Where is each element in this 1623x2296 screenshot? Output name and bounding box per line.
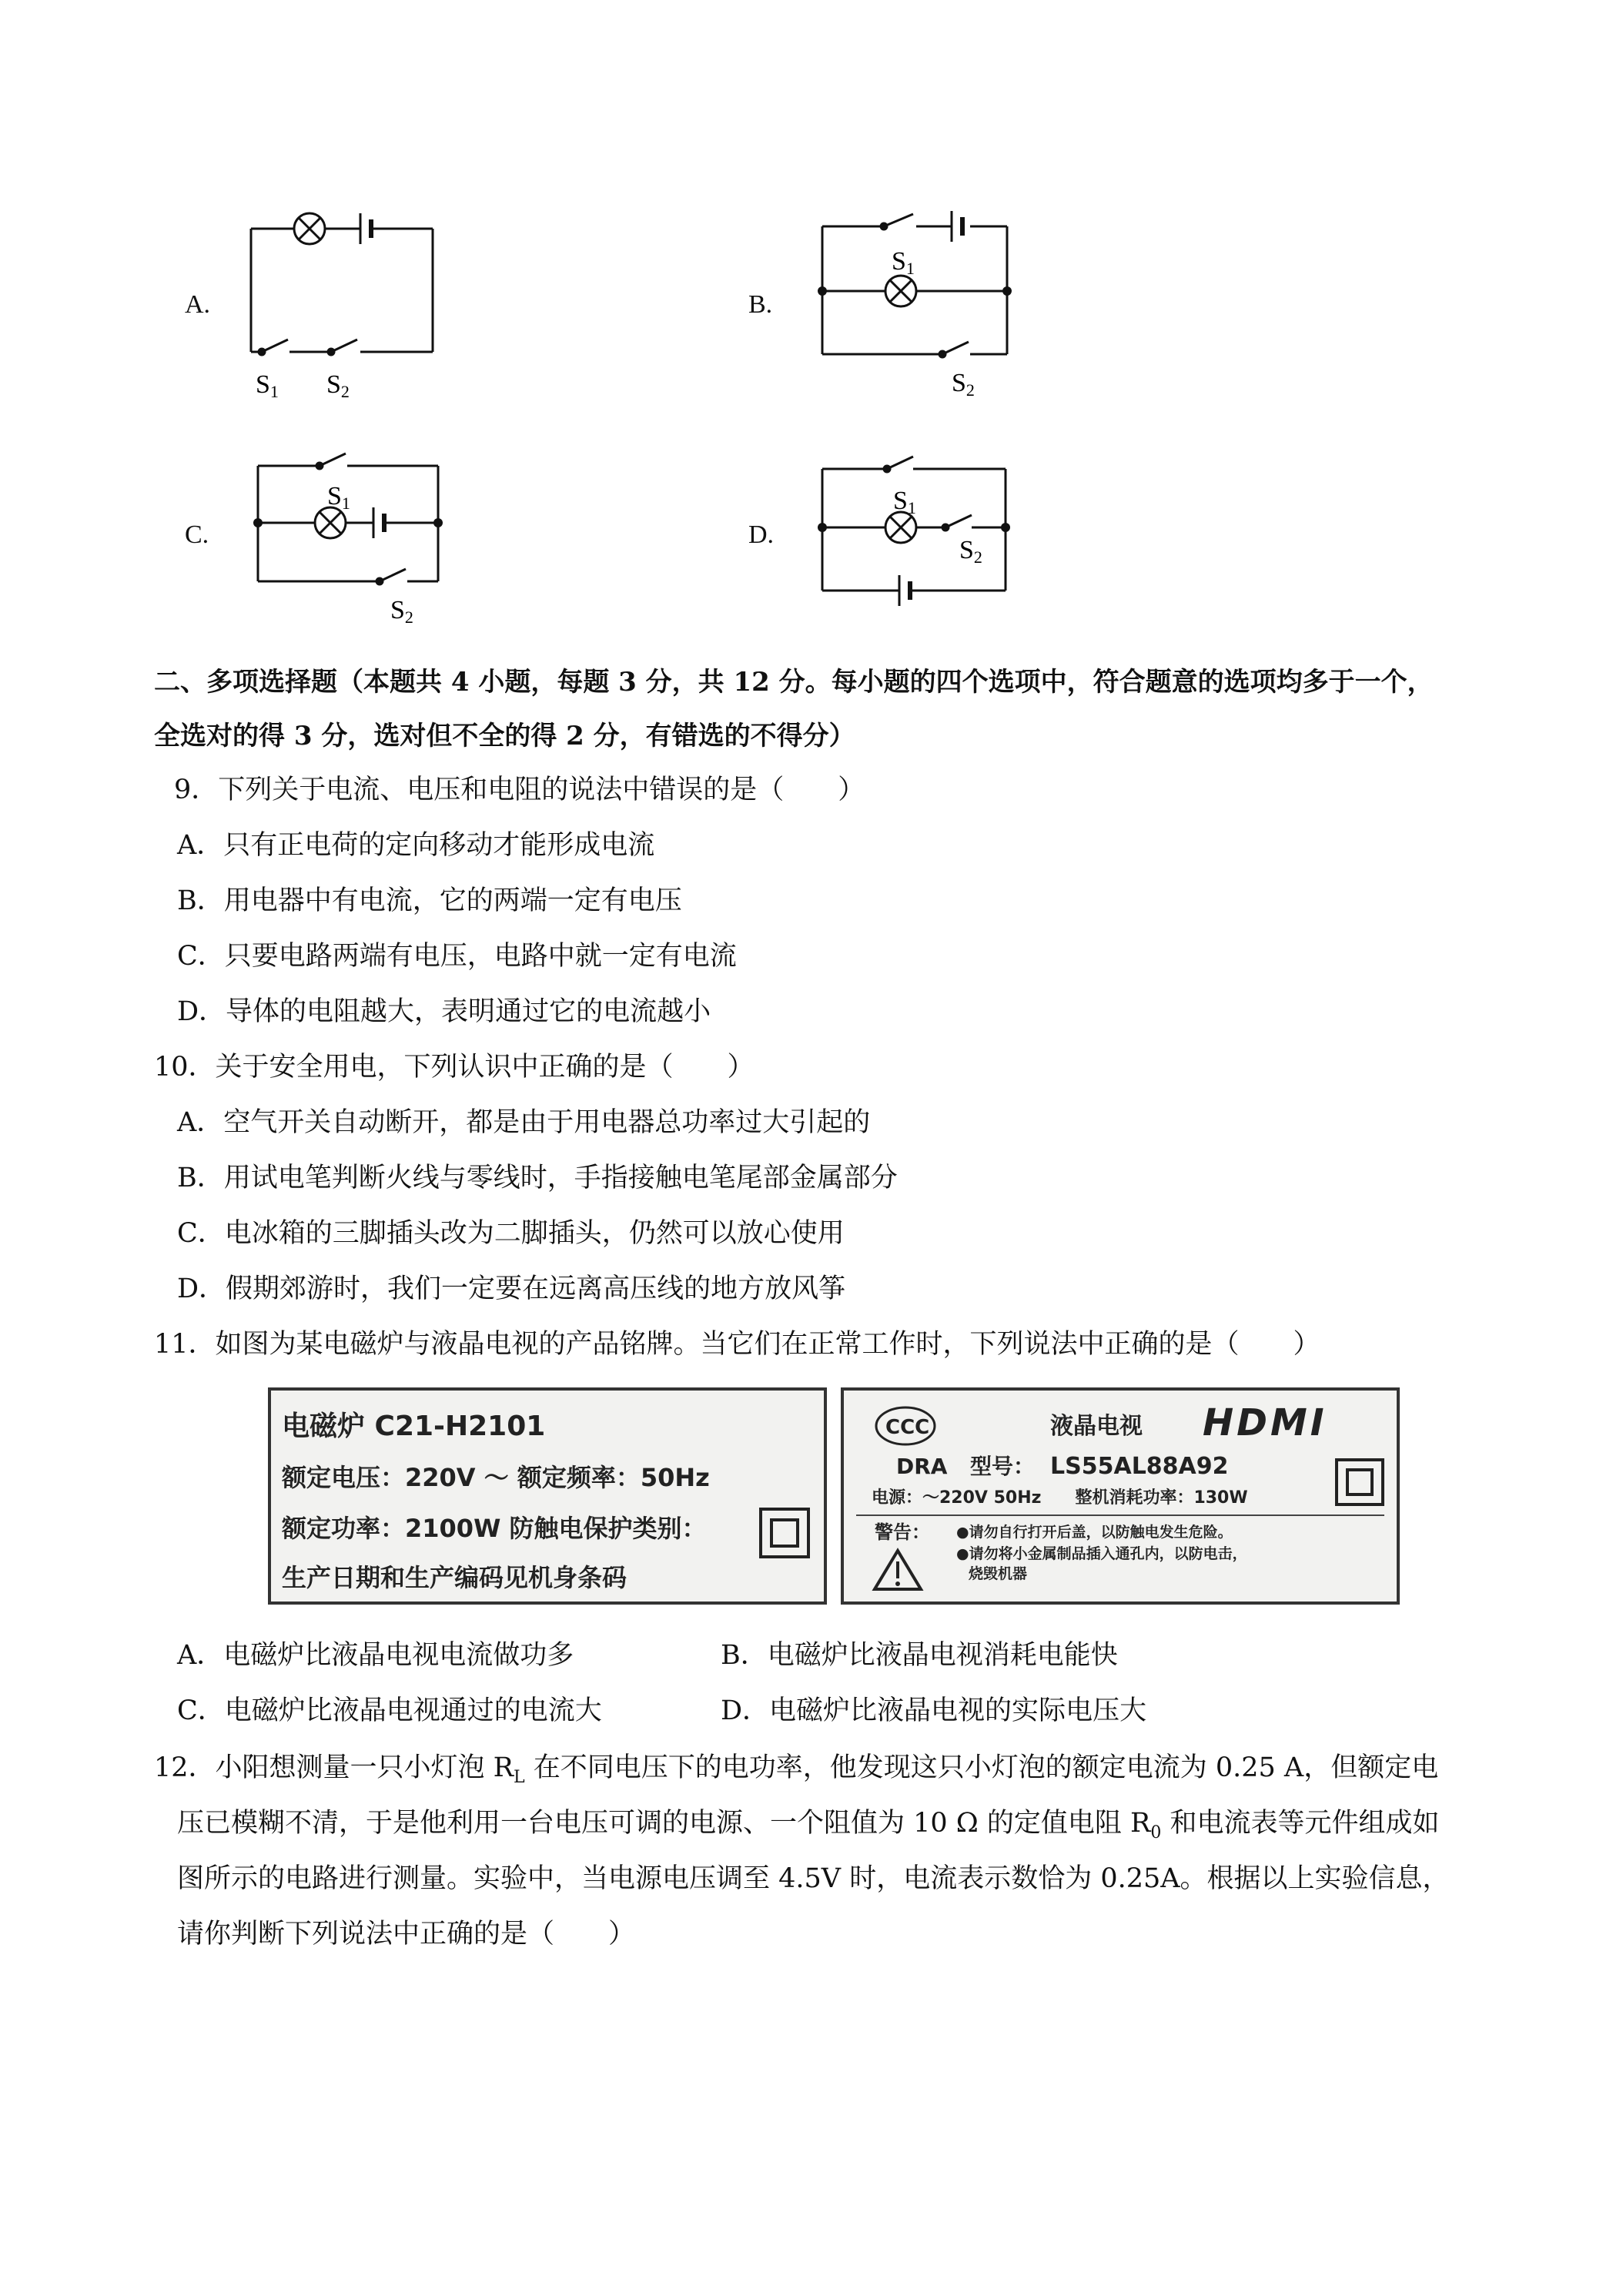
q12-line3: 图所示的电路进行测量。实验中，当电源电压调至 4.5V 时，电流表示数恰为 0.25A。根据以上实验信息， <box>177 1863 1450 1894</box>
svg-text:●请勿将小金属制品插入通孔内，以防电击，: ●请勿将小金属制品插入通孔内，以防电击， <box>956 1545 1247 1562</box>
q9-option-a: A．只有正电荷的定向移动才能形成电流 <box>177 830 655 861</box>
svg-text:电源：～220V 50Hz 整机消耗功率：130W: 电源：～220V 50Hz 整机消耗功率：130W <box>872 1488 1248 1508</box>
switch-s2-label: S2 <box>952 369 975 400</box>
q12-line2: 压已模糊不清，于是他利用一台电压可调的电源、一个阻值为 10 Ω 的定值电阻 $R_0$ 和电流表等元件组成如 <box>177 1808 1440 1842</box>
circuit-diagram-a <box>231 196 462 404</box>
option-c-label: C. <box>185 520 209 549</box>
nameplate-induction-cooker <box>268 1387 830 1608</box>
switch-s1-label: S1 <box>893 487 916 517</box>
svg-text:额定电压：220V ～ 额定频率：50Hz: 额定电压：220V ～ 额定频率：50Hz <box>282 1463 710 1492</box>
switch-s2-icon <box>942 515 972 530</box>
lamp-icon <box>294 213 325 244</box>
hdmi-logo: HDMI <box>1203 1401 1327 1444</box>
svg-text:警告：: 警告： <box>875 1521 930 1543</box>
svg-text:液晶电视: 液晶电视 <box>1050 1413 1143 1440</box>
svg-text:额定功率：2100W 防触电保护类别：: 额定功率：2100W 防触电保护类别： <box>282 1514 707 1543</box>
switch-s2-label: S2 <box>390 596 413 627</box>
svg-text:CCC: CCC <box>885 1416 930 1439</box>
switch-s2-icon <box>376 569 406 584</box>
circuit-diagram-d <box>801 435 1032 643</box>
q10-option-c: C．电冰箱的三脚插头改为二脚插头，仍然可以放心使用 <box>177 1218 845 1249</box>
battery-icon <box>899 575 910 606</box>
svg-text:DRA: DRA <box>896 1454 948 1479</box>
q10-stem: 10．关于安全用电，下列认识中正确的是（ ） <box>154 1052 755 1083</box>
lamp-icon <box>885 276 916 306</box>
svg-text:电磁炉 C21-H2101: 电磁炉 C21-H2101 <box>282 1411 546 1442</box>
switch-s1-icon <box>881 214 913 229</box>
q11-option-b: B．电磁炉比液晶电视消耗电能快 <box>721 1640 1118 1671</box>
q12-line1: 12．小阳想测量一只小灯泡 $R_L$ 在不同电压下的电功率，他发现这只小灯泡的额定电流为 0.25 A，但额定电 <box>154 1752 1439 1787</box>
switch-s2-icon <box>939 342 969 357</box>
option-a-label: A. <box>185 290 211 319</box>
switch-s1-label: S1 <box>327 482 350 513</box>
switch-s1-label: S1 <box>256 370 279 401</box>
q9-stem: 9．下列关于电流、电压和电阻的说法中错误的是（ ） <box>174 775 865 805</box>
circuit-diagram-c <box>235 435 466 643</box>
nameplate-lcd-tv <box>841 1387 1403 1608</box>
q12-line4: 请你判断下列说法中正确的是（ ） <box>177 1919 636 1950</box>
q11-option-d: D．电磁炉比液晶电视的实际电压大 <box>721 1695 1147 1726</box>
svg-text:型号：: 型号： <box>970 1454 1036 1479</box>
q10-option-d: D．假期郊游时，我们一定要在远离高压线的地方放风筝 <box>177 1274 846 1304</box>
q10-option-b: B．用试电笔判断火线与零线时，手指接触电笔尾部金属部分 <box>177 1163 898 1193</box>
switch-s1-icon <box>259 340 288 355</box>
circuit-diagram-b <box>801 192 1032 400</box>
q9-option-d: D．导体的电阻越大，表明通过它的电流越小 <box>177 996 711 1027</box>
q11-option-c: C．电磁炉比液晶电视通过的电流大 <box>177 1695 602 1726</box>
switch-s1-icon <box>316 454 346 469</box>
svg-text:LS55AL88A92: LS55AL88A92 <box>1050 1453 1229 1480</box>
switch-s2-icon <box>328 340 357 355</box>
battery-icon <box>952 211 962 242</box>
q10-option-a: A．空气开关自动断开，都是由于用电器总功率过大引起的 <box>177 1107 871 1138</box>
switch-s2-label: S2 <box>959 536 982 567</box>
q9-option-b: B．用电器中有电流，它的两端一定有电压 <box>177 885 682 916</box>
svg-text:●请勿自行打开后盖，以防触电发生危险。: ●请勿自行打开后盖，以防触电发生危险。 <box>956 1524 1233 1541</box>
option-d-label: D. <box>748 520 775 549</box>
battery-icon <box>373 507 384 538</box>
section-heading-line2: 全选对的得 3 分，选对但不全的得 2 分，有错选的不得分） <box>154 721 855 751</box>
battery-icon <box>325 213 433 244</box>
q9-option-c: C．只要电路两端有电压，电路中就一定有电流 <box>177 941 737 972</box>
q11-stem: 11．如图为某电磁炉与液晶电视的产品铭牌。当它们在正常工作时，下列说法中正确的是（ ） <box>154 1329 1320 1360</box>
switch-s1-label: S1 <box>892 247 915 278</box>
section-heading-line1: 二、多项选择题（本题共 4 小题，每题 3 分，共 12 分。每小题的四个选项中，符合题意的选项均多于一个， <box>154 667 1434 698</box>
switch-s2-label: S2 <box>326 370 350 401</box>
q11-option-a: A．电磁炉比液晶电视电流做功多 <box>177 1640 574 1671</box>
switch-s1-icon <box>884 457 913 472</box>
option-b-label: B. <box>748 290 773 319</box>
svg-text:烧毁机器: 烧毁机器 <box>969 1565 1028 1582</box>
svg-text:生产日期和生产编码见机身条码: 生产日期和生产编码见机身条码 <box>282 1563 627 1592</box>
